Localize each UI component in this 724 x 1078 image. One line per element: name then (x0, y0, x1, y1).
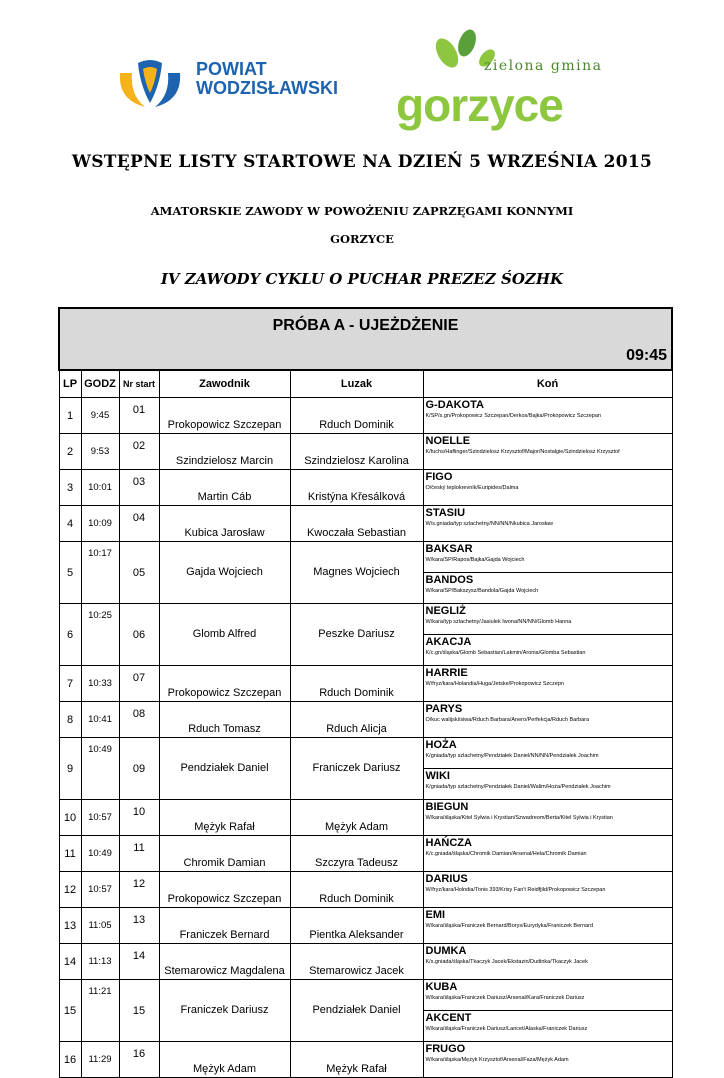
row-godz: 9:53 (81, 434, 119, 470)
row-nr: 15 (119, 980, 159, 1042)
row-luzak: Rduch Dominik (290, 666, 423, 702)
horse-name: FRUGO (425, 1043, 466, 1055)
row-zawodnik: Franiczek Dariusz (159, 980, 290, 1042)
row-luzak: Kwoczała Sebastian (290, 506, 423, 542)
row-luzak: Rduch Dominik (290, 398, 423, 434)
horse-details: W/fryz/kara/Holandia/Huga/Jetske/Prokopowicz Szczepn (425, 681, 564, 687)
page-title: WSTĘPNE LISTY STARTOWE NA DZIEŃ 5 WRZEŚNIA 2015 (71, 152, 653, 172)
horse-cell (423, 434, 672, 470)
horse-details: W/kara/śląska/Franiczek Bernard/Borys/Eurydyka/Franiczek Bernard (425, 923, 594, 929)
table-row (59, 1042, 672, 1078)
row-godz: 10:01 (81, 470, 119, 506)
row-nr: 08 (119, 702, 159, 738)
row-godz: 11:13 (81, 944, 119, 980)
horse-details: O/kuc walijski/siwa/Rduch Barbara/Anero/Perfekcja/Rduch Barbara (425, 717, 590, 723)
gorzyce-logo-text: gorzyce (396, 79, 563, 131)
horse-cell (423, 635, 672, 666)
row-lp: 9 (59, 738, 81, 800)
row-nr: 03 (119, 470, 159, 506)
row-nr: 05 (119, 542, 159, 604)
row-lp: 13 (59, 908, 81, 944)
horse-cell (423, 836, 672, 872)
table-row (59, 470, 672, 506)
horse-cell (423, 800, 672, 836)
row-godz: 10:57 (81, 800, 119, 836)
row-luzak: Pientka Aleksander (290, 908, 423, 944)
row-luzak: Mężyk Adam (290, 800, 423, 836)
row-luzak: Stemarowicz Jacek (290, 944, 423, 980)
row-luzak: Peszke Dariusz (290, 604, 423, 666)
row-zawodnik: Rduch Tomasz (159, 702, 290, 738)
row-lp: 8 (59, 702, 81, 738)
section-time: 09:45 (626, 347, 668, 364)
row-luzak: Kristýna Křesálková (290, 470, 423, 506)
row-nr: 02 (119, 434, 159, 470)
powiat-emblem-icon (110, 55, 190, 115)
horse-details: O/český teplokrevník/Euripides/Dalma (425, 485, 519, 491)
row-zawodnik: Stemarowicz Magdalena (159, 944, 290, 980)
horse-cell (423, 506, 672, 542)
horse-details: K/gniada/typ szlachetny/Pendziałek Daniel/NN/NN/Pendziałek Joachim (425, 753, 599, 759)
row-luzak: Rduch Alicja (290, 702, 423, 738)
row-zawodnik: Franiczek Bernard (159, 908, 290, 944)
horse-name: PARYS (425, 703, 463, 715)
horse-name: BIEGUN (425, 801, 469, 813)
row-lp: 12 (59, 872, 81, 908)
row-zawodnik: Mężyk Rafał (159, 800, 290, 836)
row-godz: 10:25 (81, 604, 119, 666)
horse-cell (423, 666, 672, 702)
row-nr: 09 (119, 738, 159, 800)
horse-cell (423, 1011, 672, 1042)
horse-name: AKACJA (425, 636, 472, 648)
row-luzak: Pendziałek Daniel (290, 980, 423, 1042)
col-header-nr: Nr start (119, 370, 159, 398)
table-row (59, 872, 672, 908)
horse-name: HARRIE (425, 667, 468, 679)
start-list-table (58, 307, 673, 1078)
powiat-logo-text-2: WODZISŁAWSKI (196, 78, 338, 98)
horse-name: BANDOS (425, 574, 474, 586)
row-lp: 16 (59, 1042, 81, 1078)
table-row (59, 800, 672, 836)
horse-details: K/gniada/typ szlachetny/Pendziałek Daniel/Walim/Hoża/Pendziałek Joachim (425, 784, 611, 790)
horse-details: W/kara/SP/Rapos/Bajka/Gajda Wojciech (425, 557, 525, 563)
row-nr: 10 (119, 800, 159, 836)
table-row (59, 836, 672, 872)
horse-cell (423, 1042, 672, 1078)
horse-name: G-DAKOTA (425, 399, 484, 411)
row-luzak: Szczyra Tadeusz (290, 836, 423, 872)
row-nr: 14 (119, 944, 159, 980)
table-row (59, 604, 672, 635)
horse-details: K/c.gniada/śląska/Chromik Damian/Arsenal/Hela/Chromik Damian (425, 851, 587, 857)
row-zawodnik: Kubica Jarosław (159, 506, 290, 542)
row-nr: 07 (119, 666, 159, 702)
horse-details: W/kara/typ szlachetny/Jasiulek Iwona/NN/NN/Glomb Hanna (425, 619, 572, 625)
horse-name: HAŃCZA (425, 837, 472, 849)
horse-name: KUBA (425, 981, 458, 993)
horse-cell (423, 980, 672, 1011)
row-lp: 4 (59, 506, 81, 542)
row-luzak: Franiczek Dariusz (290, 738, 423, 800)
row-zawodnik: Mężyk Adam (159, 1042, 290, 1078)
table-row (59, 980, 672, 1011)
horse-name: EMI (425, 909, 446, 921)
horse-details: K/s.gniada/śląska/Tkaczyk Jacek/Ekstazin/Dudinka/Tkaczyk Jacek (425, 959, 588, 965)
row-nr: 11 (119, 836, 159, 872)
row-lp: 10 (59, 800, 81, 836)
col-header-lp: LP (59, 370, 81, 398)
powiat-logo-text-1: POWIAT (196, 59, 267, 79)
table-row (59, 542, 672, 573)
horse-cell (423, 542, 672, 573)
horse-cell (423, 702, 672, 738)
row-luzak: Rduch Dominik (290, 872, 423, 908)
row-nr: 16 (119, 1042, 159, 1078)
horse-cell (423, 398, 672, 434)
event-subtitle: AMATORSKIE ZAWODY W POWOŻENIU ZAPRZĘGAMI KONNYMI (150, 204, 574, 218)
row-lp: 14 (59, 944, 81, 980)
table-row (59, 398, 672, 434)
row-lp: 7 (59, 666, 81, 702)
section-banner (59, 308, 672, 370)
row-zawodnik: Prokopowicz Szczepan (159, 872, 290, 908)
cup-title: IV ZAWODY CYKLU O PUCHAR PREZEZ ŚOZHK (160, 270, 564, 288)
row-godz: 10:33 (81, 666, 119, 702)
row-godz: 10:41 (81, 702, 119, 738)
horse-cell (423, 738, 672, 769)
horse-details: K/c.gn/śląska/Glomb Sebastian/Lakmin/Aronia/Glomba Sebastian (425, 650, 586, 656)
row-godz: 11:05 (81, 908, 119, 944)
table-row (59, 908, 672, 944)
col-header-zawodnik: Zawodnik (159, 370, 290, 398)
horse-name: STASIU (425, 507, 466, 519)
row-lp: 2 (59, 434, 81, 470)
horse-name: NEGLIŻ (425, 605, 466, 617)
section-title: PRÓBA A - UJEŻDŻENIE (272, 317, 459, 334)
table-row (59, 666, 672, 702)
horse-cell (423, 944, 672, 980)
row-zawodnik: Pendziałek Daniel (159, 738, 290, 800)
row-luzak: Szindzielosz Karolina (290, 434, 423, 470)
row-nr: 01 (119, 398, 159, 434)
row-lp: 15 (59, 980, 81, 1042)
row-lp: 5 (59, 542, 81, 604)
horse-details: W/kara/śląska/Mężyk Krzysztof/Arsenal/Faza/Mężyk Adam (425, 1057, 569, 1063)
row-luzak: Magnes Wojciech (290, 542, 423, 604)
row-zawodnik: Prokopowicz Szczepan (159, 666, 290, 702)
row-godz: 10:49 (81, 738, 119, 800)
horse-details: W/kara/śląska/Kitel Sylwia i Krystian/Szwadreom/Berta/Kitel Sylwia i Krystian (425, 815, 613, 821)
horse-details: W/s.gniada/typ szlachetny/NN/NN/Nkubica Jarosław (425, 521, 553, 527)
col-header-kon: Koń (423, 370, 672, 398)
gorzyce-logo (392, 28, 612, 140)
row-zawodnik: Glomb Alfred (159, 604, 290, 666)
gorzyce-tagline: zielona gmina (484, 58, 603, 74)
row-godz: 10:57 (81, 872, 119, 908)
horse-name: HOŻA (425, 739, 457, 751)
row-lp: 3 (59, 470, 81, 506)
row-zawodnik: Gajda Wojciech (159, 542, 290, 604)
row-godz: 11:29 (81, 1042, 119, 1078)
col-header-godz: GODZ (81, 370, 119, 398)
horse-cell (423, 470, 672, 506)
row-godz: 11:21 (81, 980, 119, 1042)
horse-name: DUMKA (425, 945, 467, 957)
row-lp: 6 (59, 604, 81, 666)
horse-name: NOELLE (425, 435, 471, 447)
row-godz: 10:49 (81, 836, 119, 872)
horse-details: W/kara/śląska/Franiczek Dariusz/Lancet/Alaska/Franiczek Dariusz (425, 1026, 588, 1032)
horse-name: FIGO (425, 471, 453, 483)
horse-cell (423, 573, 672, 604)
row-zawodnik: Szindzielosz Marcin (159, 434, 290, 470)
horse-details: W/fryz/kara/Holndia/Tonis 393/Krisy Fan't Reidfjild/Prokopowicz Szczepan (425, 887, 606, 893)
row-luzak: Mężyk Rafał (290, 1042, 423, 1078)
horse-name: AKCENT (425, 1012, 472, 1024)
horse-cell (423, 604, 672, 635)
row-godz: 10:09 (81, 506, 119, 542)
row-zawodnik: Prokopowicz Szczepan (159, 398, 290, 434)
table-row (59, 738, 672, 769)
row-godz: 9:45 (81, 398, 119, 434)
powiat-wodzislawski-logo (110, 55, 360, 115)
horse-name: DARIUS (425, 873, 468, 885)
horse-details: K/fuchs/Haflinger/Szindzielosz Krzysztof/Major/Nostalgie/Szindzielosz Krzysztof (425, 449, 620, 455)
row-lp: 1 (59, 398, 81, 434)
horse-cell (423, 908, 672, 944)
row-nr: 04 (119, 506, 159, 542)
event-location: GORZYCE (330, 232, 394, 246)
col-header-luzak: Luzak (290, 370, 423, 398)
header-row (59, 370, 672, 398)
row-godz: 10:17 (81, 542, 119, 604)
horse-details: W/kara/SP/Bakszysz/Bandola/Gajda Wojciech (425, 588, 539, 594)
horse-name: BAKSAR (425, 543, 473, 555)
horse-name: WIKI (425, 770, 450, 782)
row-lp: 11 (59, 836, 81, 872)
horse-cell (423, 769, 672, 800)
table-row (59, 702, 672, 738)
row-nr: 12 (119, 872, 159, 908)
row-zawodnik: Martin Cáb (159, 470, 290, 506)
horse-details: K/SP/s.gn/Prokopowicz Szczepan/Derkos/Bajka/Prokopowicz Szczepan (425, 413, 601, 419)
table-row (59, 434, 672, 470)
table-row (59, 506, 672, 542)
horse-cell (423, 872, 672, 908)
row-zawodnik: Chromik Damian (159, 836, 290, 872)
horse-details: W/kara/śląska/Franiczek Dariusz/Arsenal/Kara/Franiczek Dariusz (425, 995, 585, 1001)
row-nr: 06 (119, 604, 159, 666)
row-nr: 13 (119, 908, 159, 944)
table-row (59, 944, 672, 980)
